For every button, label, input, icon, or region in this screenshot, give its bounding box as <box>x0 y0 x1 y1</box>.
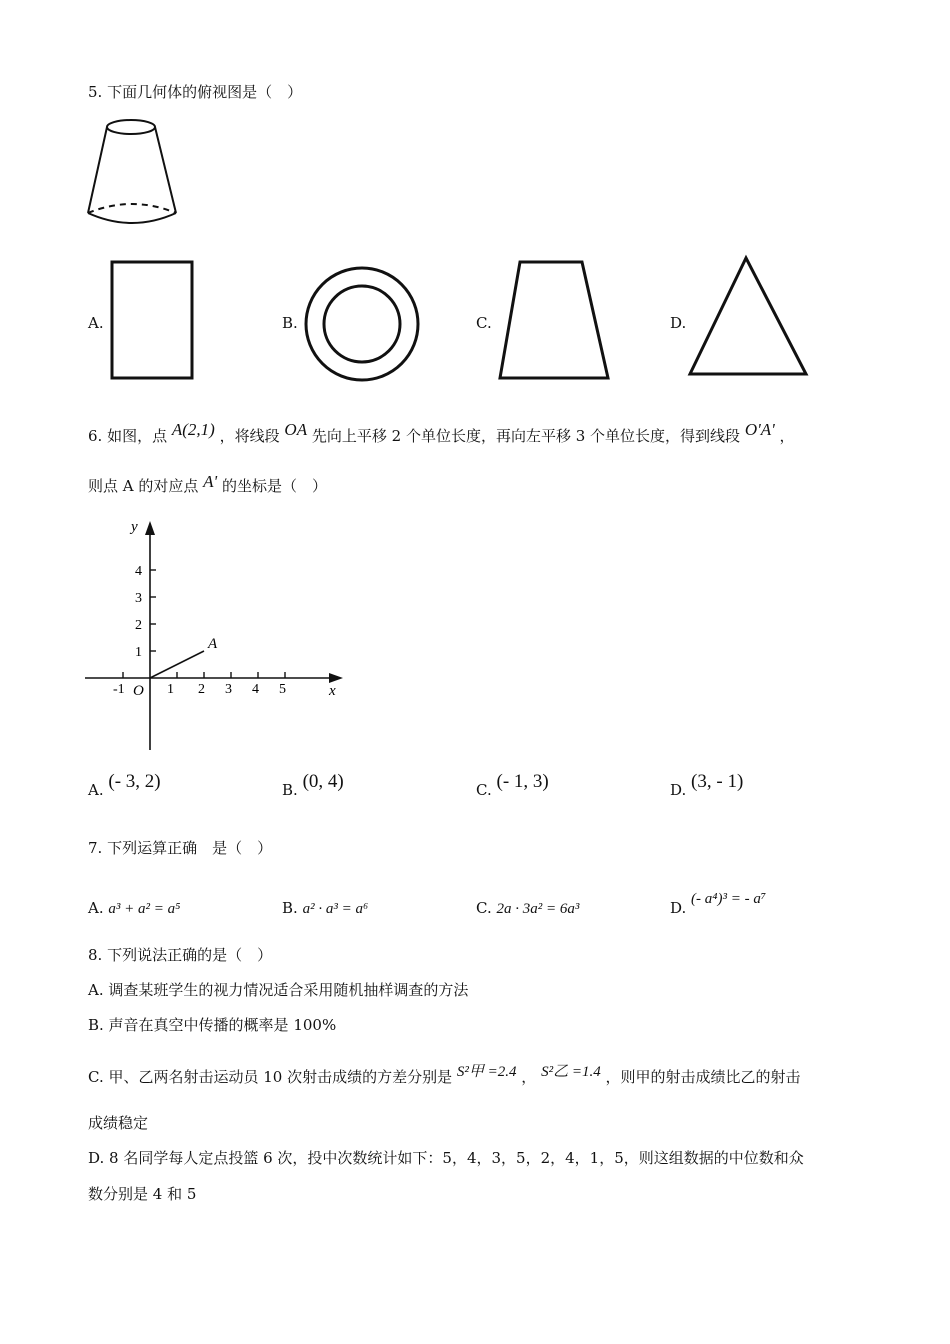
y-tick-4: 4 <box>135 564 142 579</box>
x-tick-3: 3 <box>225 682 232 697</box>
q7-option-a-value: a³ + a² = a⁵ <box>108 901 181 917</box>
q5-option-d-label[interactable]: D. <box>670 314 687 332</box>
q8-variance-yi: S²乙 =1.4 <box>541 1064 601 1080</box>
q6-option-d-letter: D. <box>670 781 687 799</box>
q7-option-d[interactable] <box>670 888 766 918</box>
q7-option-d-value: (- a⁴)³ = - a⁷ <box>691 891 767 907</box>
q6-stem-part2: ，将线段 <box>219 427 280 445</box>
q6-stem-line2b: 的坐标是（ ） <box>221 477 327 495</box>
q5-stem: 5. 下面几何体的俯视图是（ ） <box>88 83 303 101</box>
q7-stem: 7. 下列运算正确 是（ ） <box>88 839 273 857</box>
q6-stem-line2 <box>88 472 327 496</box>
q7-option-a[interactable] <box>88 898 180 919</box>
q8-option-c-line1[interactable] <box>88 1062 801 1087</box>
q6-stem-line2a: 则点 A 的对应点 <box>88 477 199 495</box>
x-tick-4: 4 <box>252 682 259 697</box>
x-axis-arrow <box>329 673 343 683</box>
q5-option-a-rectangle[interactable] <box>108 258 198 383</box>
q7-option-c-letter: C. <box>476 899 492 917</box>
q6-option-b-value: (0, 4) <box>302 771 344 792</box>
q6-point-a: A(2,1) <box>171 420 215 439</box>
q8-option-c-line2[interactable]: 成绩稳定 <box>88 1114 149 1132</box>
q8-option-c-part1: C. 甲、乙两名射击运动员 10 次射击成绩的方差分别是 <box>88 1068 453 1086</box>
q8-option-b[interactable]: B. 声音在真空中传播的概率是 100% <box>88 1016 337 1034</box>
q8-option-c-part2: ，则甲的射击成绩比乙的射击 <box>605 1068 801 1086</box>
q6-stem-part3: 先向上平移 2 个单位长度，再向左平移 3 个单位长度，得到线段 <box>311 427 741 445</box>
x-tick-2: 2 <box>198 682 205 697</box>
q5-option-a-label[interactable]: A. <box>88 314 104 332</box>
x-tick-1: 1 <box>167 682 174 697</box>
x-tick-neg1: -1 <box>113 682 125 697</box>
q8-option-d-line1[interactable]: D. 8 名同学每人定点投篮 6 次，投中次数统计如下：5，4，3，5，2，4，1，5，则这组数据的中位数和众 <box>88 1149 804 1167</box>
x-axis-label: x <box>329 683 336 699</box>
q7-option-a-letter: A. <box>88 899 104 917</box>
q6-option-b[interactable] <box>282 772 344 800</box>
q7-option-b[interactable] <box>282 898 368 919</box>
q8-option-c-sep: ， <box>521 1068 537 1086</box>
point-a-label: A <box>208 636 218 652</box>
q5-option-b-concentric-circles[interactable] <box>300 262 425 387</box>
q7-option-d-letter: D. <box>670 899 687 917</box>
y-tick-1: 1 <box>135 645 142 660</box>
q6-stem-part1: 6. 如图，点 <box>88 427 168 445</box>
q7-option-b-value: a² · a³ = a⁶ <box>302 901 369 917</box>
q5-option-c-label[interactable]: C. <box>476 314 492 332</box>
y-tick-3: 3 <box>135 591 142 606</box>
q8-stem: 8. 下列说法正确的是（ ） <box>88 946 273 964</box>
q5-option-c-trapezoid[interactable] <box>494 258 619 383</box>
y-axis-arrow <box>145 521 155 535</box>
q8-option-a[interactable]: A. 调查某班学生的视力情况适合采用随机抽样调查的方法 <box>88 981 469 999</box>
q6-option-a-value: (- 3, 2) <box>108 771 161 792</box>
q5-option-d-triangle[interactable] <box>686 252 816 382</box>
q6-segment-oa: OA <box>284 420 308 439</box>
q6-option-a[interactable] <box>88 772 161 800</box>
x-tick-5: 5 <box>279 682 286 697</box>
q7-option-c-value: 2a · 3a² = 6a³ <box>496 901 580 917</box>
q6-point-a1: A' <box>203 472 218 491</box>
y-tick-2: 2 <box>135 618 142 633</box>
q6-option-c-value: (- 1, 3) <box>496 771 549 792</box>
q8-option-d-line2[interactable]: 数分别是 4 和 5 <box>88 1185 197 1203</box>
origin-label: O <box>133 683 144 699</box>
frustum-figure <box>84 115 184 230</box>
y-axis-label: y <box>131 519 138 535</box>
q6-stem-line1 <box>88 420 795 446</box>
q6-option-d[interactable] <box>670 772 743 800</box>
q7-option-c[interactable] <box>476 898 579 919</box>
q6-option-b-letter: B. <box>282 781 298 799</box>
q5-option-b-label[interactable]: B. <box>282 314 298 332</box>
q6-stem-part4: ， <box>779 427 795 445</box>
q6-segment-o1a1: O'A' <box>744 420 775 439</box>
coordinate-graph <box>85 515 355 755</box>
q6-option-a-letter: A. <box>88 781 104 799</box>
q8-variance-jia: S²甲 =2.4 <box>456 1064 517 1080</box>
q6-option-d-value: (3, - 1) <box>691 771 744 792</box>
q6-option-c[interactable] <box>476 772 549 800</box>
q6-option-c-letter: C. <box>476 781 492 799</box>
q7-option-b-letter: B. <box>282 899 298 917</box>
